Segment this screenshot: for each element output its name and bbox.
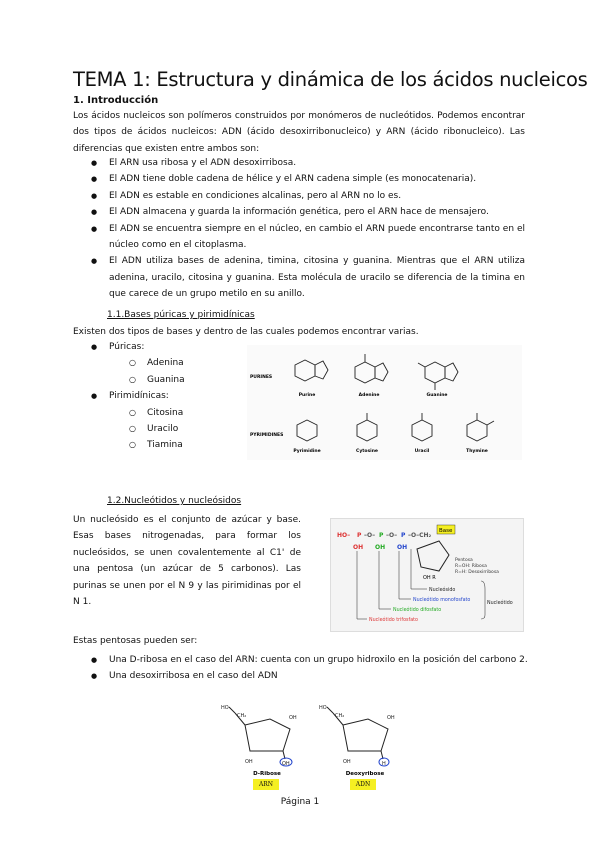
- svg-text:OH: OH: [289, 715, 297, 721]
- list-item: ● Una desoxirribosa en el caso del ADN: [91, 668, 531, 684]
- svg-text:HO–: HO–: [337, 532, 351, 539]
- dna-tag: ADN: [350, 779, 376, 790]
- svg-text:OH: OH: [343, 759, 351, 765]
- nucleotide-label: Nucleótido: [487, 601, 513, 606]
- section-heading-intro: 1. Introducción: [73, 95, 159, 106]
- pyrimidine-name: Pyrimidine: [293, 449, 321, 454]
- list-item: ○ Adenina: [91, 355, 185, 371]
- ribose-name: D-Ribose: [253, 771, 281, 777]
- page-title: TEMA 1: Estructura y dinámica de los ácidos nucleicos: [73, 68, 588, 91]
- svg-text:–O–CH₂: –O–CH₂: [408, 532, 432, 539]
- ribose-label: R=OH: Ribosa: [455, 564, 487, 569]
- adenine-name: Adenine: [358, 393, 380, 398]
- list-item: ● El ADN utiliza bases de adenina, timina, citosina y guanina. Mientras que el ARN utiliza adenina, uracilo, citosina y guanina. Esta molécula de uracilo se diferencia de la timina en que carece de un grupo metilo en su anillo.: [91, 253, 525, 302]
- intro-paragraph: Los ácidos nucleicos son polímeros construidos por monómeros de nucleótidos. Podemos encontrar dos tipos de ácidos nucleicos: ADN (ácido desoxirribonucleico) y ARN (ácido ribonucleico). Las diferencias que existen entre ambos son:: [73, 111, 525, 154]
- pyrimidines-label: PYRIMIDINES: [250, 433, 284, 438]
- pentoses-list: [91, 652, 531, 685]
- svg-text:–O–: –O–: [386, 532, 398, 539]
- monophosphate-label: Nucleótido monofosfato: [413, 598, 471, 603]
- svg-text:P: P: [379, 532, 384, 539]
- nucleoside-label: Nucleósido: [429, 588, 456, 593]
- svg-text:H: H: [382, 761, 386, 767]
- svg-text:OH: OH: [397, 544, 408, 551]
- list-item: ● El ARN usa ribosa y el ADN desoxirribosa.: [91, 155, 525, 171]
- subsection-heading-bases: 1.1.Bases púricas y pirimidínicas: [107, 310, 255, 320]
- svg-text:OH: OH: [375, 544, 386, 551]
- deoxyribose-name: Deoxyribose: [345, 771, 385, 777]
- svg-text:HO: HO: [221, 705, 229, 711]
- list-item: ● Púricas:: [91, 339, 185, 355]
- uracil-name: Uracil: [414, 449, 430, 454]
- svg-text:P: P: [357, 532, 362, 539]
- list-item: ● Pirimidínicas:: [91, 388, 185, 404]
- purines-label: PURINES: [250, 375, 273, 380]
- list-item: ● El ADN es estable en condiciones alcalinas, pero al ARN no lo es.: [91, 188, 525, 204]
- list-item: ○ Guanina: [91, 372, 185, 388]
- bases-structures-figure: [247, 345, 522, 460]
- triphosphate-label: Nucleótido trifosfato: [369, 618, 418, 623]
- svg-text:OH: OH: [245, 759, 253, 765]
- svg-text:–O–: –O–: [364, 532, 376, 539]
- list-item: ● El ADN se encuentra siempre en el núcleo, en cambio el ARN puede encontrarse tanto en el núcleo como en el citoplasma.: [91, 221, 525, 254]
- cytosine-name: Cytosine: [356, 449, 378, 454]
- diphosphate-label: Nucleótido difosfato: [393, 608, 442, 613]
- list-item: ● El ADN tiene doble cadena de hélice y el ARN cadena simple (es monocatenaria).: [91, 171, 525, 187]
- page-number: Página 1: [280, 797, 320, 807]
- deoxyribose-label: R=H: Desoxirribosa: [455, 570, 499, 575]
- list-item: ● Una D-ribosa en el caso del ARN: cuenta con un grupo hidroxilo en la posición del carbono 2.: [91, 652, 531, 668]
- list-item: ○ Uracilo: [91, 421, 185, 437]
- purine-name: Purine: [298, 393, 316, 398]
- svg-text:CH₂: CH₂: [335, 713, 345, 719]
- list-item: ○ Citosina: [91, 405, 185, 421]
- svg-text:HO: HO: [319, 705, 327, 711]
- pentose-label: Pentosa: [455, 558, 473, 563]
- guanine-name: Guanine: [426, 393, 448, 398]
- list-item: ○ Tiamina: [91, 437, 185, 453]
- svg-text:OH: OH: [353, 544, 364, 551]
- differences-list: [91, 155, 525, 303]
- base-label: Base: [439, 528, 453, 534]
- svg-text:P: P: [401, 532, 406, 539]
- ribose-deoxyribose-figure: [215, 703, 415, 791]
- nucleoside-paragraph: Un nucleósido es el conjunto de azúcar y base. Esas bases nitrogenadas, para formar los nucleósidos, se unen covalentemente al C1' de una pentosa (un azúcar de 5 carbonos). Las purinas se unen por el N 9 y las pirimidinas por el N 1.: [73, 515, 301, 608]
- svg-text:OH: OH: [387, 715, 395, 721]
- rna-tag: ARN: [253, 779, 279, 790]
- svg-text:OH R: OH R: [423, 575, 436, 581]
- thymine-name: Thymine: [466, 449, 488, 454]
- svg-text:CH₂: CH₂: [237, 713, 247, 719]
- bases-intro-line: Existen dos tipos de bases y dentro de las cuales podemos encontrar varias.: [73, 327, 419, 337]
- pentoses-intro-line: Estas pentosas pueden ser:: [73, 636, 198, 646]
- list-item: ● El ADN almacena y guarda la información genética, pero el ARN hace de mensajero.: [91, 204, 525, 220]
- bases-list: [91, 339, 185, 454]
- svg-text:OH: OH: [282, 761, 290, 767]
- subsection-heading-nucleotides: 1.2.Nucleótidos y nucleósidos: [107, 496, 242, 506]
- nucleotide-structure-figure: [330, 518, 524, 632]
